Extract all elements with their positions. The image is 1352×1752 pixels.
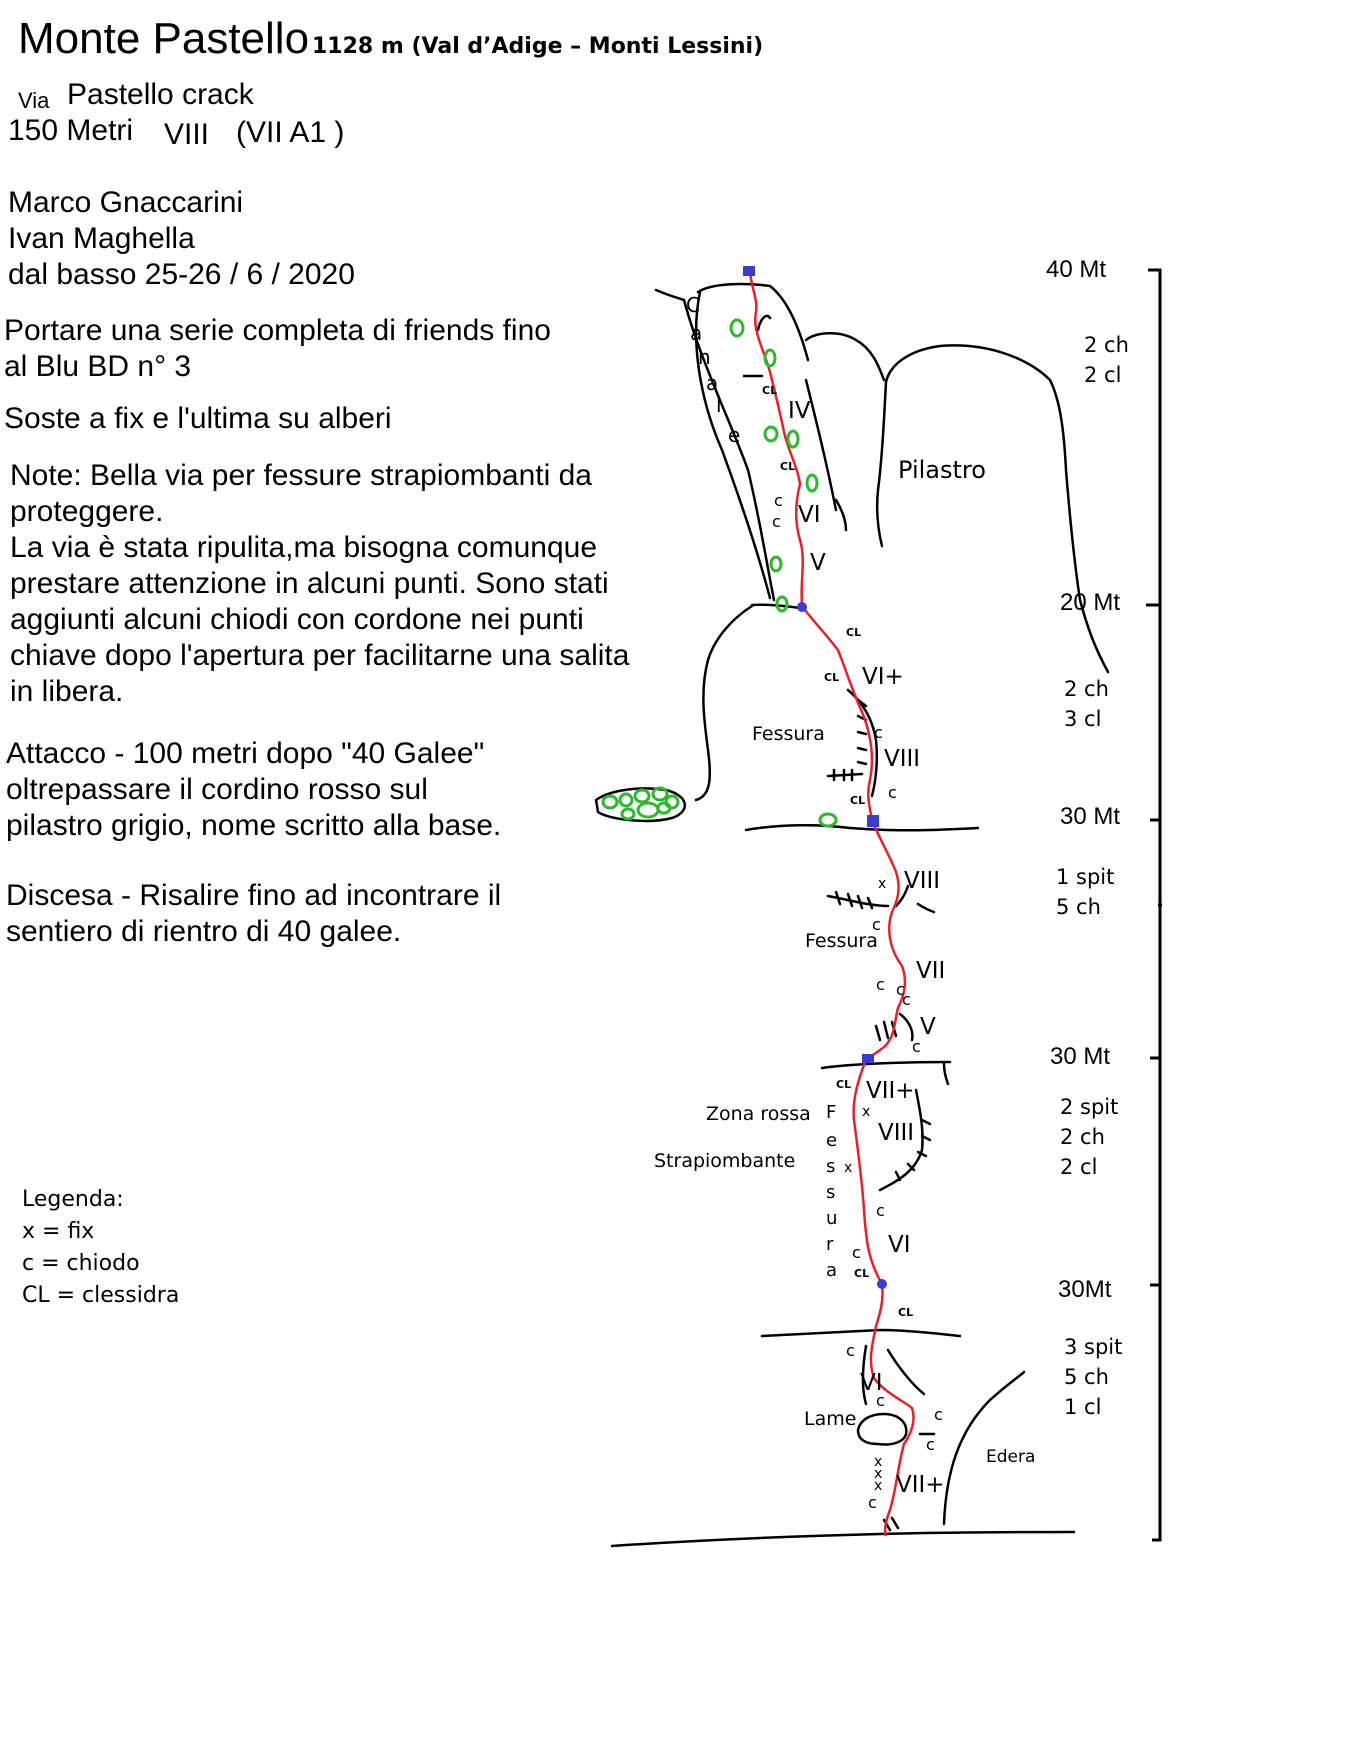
pitch-length: 30Mt [1058, 1276, 1112, 1303]
author-2: Ivan Maghella [8, 222, 195, 255]
fessura-letter: r [826, 1234, 834, 1255]
canale-letter: e [728, 423, 741, 447]
grade-label: VIII [884, 746, 921, 772]
grade-label: VI [860, 1370, 883, 1396]
gear-item: 5 ch [1056, 895, 1101, 919]
canale-letter: a [706, 371, 719, 395]
route-grade: VIII [164, 118, 210, 151]
chiodo-mark: c [774, 491, 783, 510]
chiodo-mark: c [926, 1435, 935, 1454]
canale-letter: n [698, 345, 711, 369]
pitch-length: 20 Mt [1060, 589, 1121, 616]
gear-item: 2 cl [1084, 363, 1122, 387]
gear-item: 5 ch [1064, 1365, 1109, 1389]
approach-line: Attacco - 100 metri dopo "40 Galee" [6, 737, 485, 770]
chiodo-mark: c [876, 1391, 885, 1410]
clessidra-mark: CL [850, 794, 866, 807]
belays-note: Soste a fix e l'ultima su alberi [4, 402, 392, 435]
route-name: Pastello crack [67, 78, 254, 111]
grade-label: VII [916, 958, 946, 984]
chiodo-mark: c [872, 915, 881, 934]
gear-item: 2 spit [1060, 1095, 1119, 1119]
fix-mark: x [874, 1454, 883, 1470]
feature-fessura: Fessura [805, 930, 878, 952]
clessidra-mark: CL [824, 671, 840, 684]
pitch-length: 40 Mt [1046, 256, 1107, 283]
fix-mark: x [878, 876, 887, 892]
approach-line: oltrepassare il cordino rosso sul [6, 773, 428, 806]
canale-letter: a [690, 321, 703, 345]
legend-item: c = chiodo [22, 1251, 140, 1276]
descent-line: sentiero di rientro di 40 galee. [6, 915, 402, 948]
fix-mark: x [862, 1104, 871, 1120]
fessura-letter: s [826, 1156, 836, 1177]
chiodo-mark: c [888, 783, 897, 802]
tree-marker [620, 794, 632, 806]
feature-pilastro: Pilastro [898, 456, 986, 484]
gear-line-1: Portare una serie completa di friends fino [4, 314, 551, 347]
route-length: 150 Metri [8, 114, 134, 147]
altitude-area: 1128 m (Val d’Adige – Monti Lessini) [312, 34, 764, 59]
feature-strapiombante: Strapiombante [654, 1150, 796, 1172]
chiodo-mark: c [874, 723, 883, 742]
legend-title: Legenda: [22, 1187, 124, 1212]
gear-item: 2 ch [1064, 677, 1109, 701]
tree-marker [771, 557, 781, 571]
note-line: prestare attenzione in alcuni punti. Sono stati [10, 567, 609, 600]
tree-marker [666, 796, 678, 808]
gear-item: 3 spit [1064, 1335, 1123, 1359]
feature-edera: Edera [986, 1447, 1036, 1467]
chiodo-mark: c [846, 1341, 855, 1360]
fessura-letter: a [826, 1260, 838, 1281]
tree-marker [638, 803, 658, 817]
belay-marker [862, 1054, 874, 1063]
chiodo-mark: c [772, 512, 781, 531]
fessura-letter: F [826, 1102, 837, 1123]
chiodo-mark: c [902, 990, 911, 1009]
tree-marker [635, 790, 649, 802]
fix-mark: x [844, 1160, 853, 1176]
fix-mark: x [874, 1478, 883, 1494]
chiodo-mark: c [868, 1493, 877, 1512]
first-ascent: dal basso 25-26 / 6 / 2020 [8, 258, 355, 291]
scale-bar [1146, 270, 1162, 1540]
tree-marker [603, 796, 617, 808]
gear-item: 2 cl [1060, 1155, 1098, 1179]
author-1: Marco Gnaccarini [8, 186, 244, 219]
tree-marker [765, 350, 775, 366]
gear-item: 1 cl [1064, 1395, 1102, 1419]
gear-item: 2 ch [1084, 333, 1129, 357]
via-prefix: Via [18, 88, 50, 113]
grade-label: V [920, 1014, 936, 1040]
fessura-letter: e [826, 1130, 838, 1151]
gear-line-2: al Blu BD n° 3 [4, 350, 192, 383]
feature-fessura: Fessura [752, 723, 825, 745]
chiodo-mark: c [876, 1201, 885, 1220]
descent-line: Discesa - Risalire fino ad incontrare il [6, 879, 502, 912]
tree-marker [788, 431, 798, 447]
note-line: proteggere. [10, 495, 164, 528]
pitch-length: 30 Mt [1060, 803, 1121, 830]
clessidra-mark: CL [846, 626, 862, 639]
canale-letter: l [716, 393, 722, 417]
gear-item: 2 ch [1060, 1125, 1105, 1149]
clessidra-mark: CL [780, 460, 796, 473]
chiodo-mark: c [934, 1405, 943, 1424]
tree-marker [622, 809, 634, 819]
belay-marker [867, 815, 879, 827]
clessidra-mark: CL [762, 384, 778, 397]
route-grade-alt: (VII A1 ) [236, 116, 345, 149]
grade-label: V [810, 550, 826, 576]
grade-label: VI [888, 1232, 911, 1258]
grade-label: VII+ [896, 1472, 945, 1498]
approach-line: pilastro grigio, nome scritto alla base. [6, 809, 502, 842]
belay-marker [743, 266, 755, 276]
canale-letter: C [686, 293, 700, 317]
note-line: chiave dopo l'apertura per facilitarne una salita [10, 639, 630, 672]
gear-item: 3 cl [1064, 707, 1102, 731]
feature-zona-rossa: Zona rossa [706, 1103, 811, 1125]
clessidra-mark: CL [854, 1267, 870, 1280]
tree-marker [777, 597, 787, 611]
belay-marker [877, 1279, 887, 1289]
legend-item: CL = clessidra [22, 1283, 180, 1308]
chiodo-mark: c [912, 1037, 921, 1056]
grade-label: VI+ [862, 664, 904, 690]
chiodo-mark: c [876, 975, 885, 994]
grade-label: VI [798, 502, 821, 528]
fessura-letter: s [826, 1182, 836, 1203]
note-line: La via è stata ripulita,ma bisogna comunque [10, 531, 598, 564]
note-line: aggiunti alcuni chiodi con cordone nei punti [10, 603, 584, 636]
clessidra-mark: CL [836, 1078, 852, 1091]
chiodo-mark: c [852, 1243, 861, 1262]
pitch-length: 30 Mt [1050, 1043, 1111, 1070]
tree-marker [807, 475, 817, 491]
tree-marker [820, 814, 836, 826]
fessura-letter: u [826, 1208, 838, 1229]
grade-label: VIII [904, 868, 941, 894]
tree-marker [731, 320, 743, 336]
tree-marker [765, 427, 777, 441]
grade-label: VII+ [866, 1078, 915, 1104]
legend-item: x = fix [22, 1219, 95, 1244]
gear-item: 1 spit [1056, 865, 1115, 889]
fix-mark: x [874, 1466, 883, 1482]
feature-lame: Lame [804, 1408, 857, 1430]
note-line: in libera. [10, 675, 124, 708]
mountain-name: Monte Pastello [18, 14, 310, 63]
grade-label: VIII [878, 1120, 915, 1146]
route-line [750, 272, 914, 1536]
chiodo-mark: c [896, 980, 905, 999]
grade-label: IV [788, 398, 811, 424]
note-line: Note: Bella via per fessure strapiombanti da [10, 459, 592, 492]
clessidra-mark: CL [898, 1306, 914, 1319]
belay-marker [797, 602, 807, 612]
